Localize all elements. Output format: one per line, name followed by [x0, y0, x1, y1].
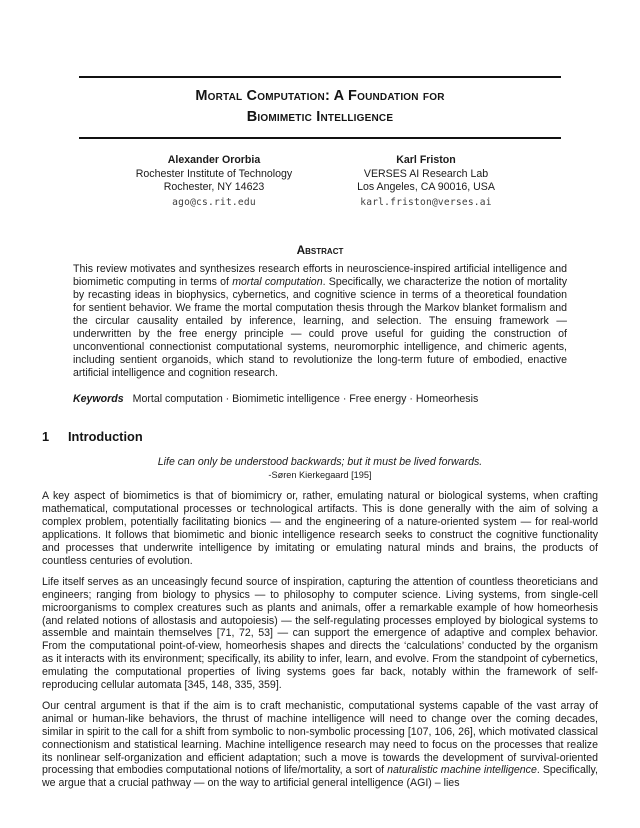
author-email: ago@cs.rit.edu [172, 196, 256, 208]
intro-paragraph-3: Our central argument is that if the aim is to craft mechanistic, computational systems capable of the vast array of animal or human-like behaviors, the thrust of machine intelligence will need to change over the coming decades, similar in spirit to the call for a shift from symbolic to non-symbolic processing [107, 106, 26], which motivated classical connectionism and statistical learning. Machine intelligence research may need to focus on the processes that realize its nonlinear self-organization and efficient adaptation; such a move is towards the development of survival-oriented processing that embodies computational notions of life/mortality, a sort of naturalistic machine intelligence. Specifically, we argue that a crucial pathway — on the way to artificial general intelligence (AGI) – lies [42, 699, 598, 790]
keywords-text: Mortal computation · Biomimetic intelligence · Free energy · Homeorhesis [132, 392, 479, 405]
paper-title-line2: Biomimetic Intelligence [246, 109, 394, 125]
section-heading-introduction [42, 429, 598, 444]
paper-title-line1: Mortal Computation: A Foundation for [195, 88, 445, 104]
author-name: Karl Friston [396, 154, 456, 166]
intro-paragraph-2: Life itself serves as an unceasingly fecund source of inspiration, capturing the attention of countless theoreticians and engineers; ranging from biology to physics — to philosophy to computer science. Living systems, from single-cell microorganisms to complex creatures such as plants and animals, offer a remarkable example of how homeorhesis (and related notions of allostasis and autopoiesis) — the self-regulating processes employed by biological systems to assemble and maintain themselves [71, 72, 53] — can support the emergence of adaptive and complex behavior. From the computational point-of-view, homeorhesis shapes and directs the ‘calculations’ conducted by the organism as it interacts with its environment; specifically, its ability to infer, learn, and evolve. From the standpoint of cybernetics, emulating the computational properties of living systems goes far back, notably within the framework of self-reproducing cellular automata [345, 148, 335, 359]. [42, 575, 598, 692]
author-name: Alexander Ororbia [167, 154, 261, 166]
section-title: Introduction [68, 429, 143, 445]
paper-title [42, 86, 598, 128]
abstract-body: This review motivates and synthesizes research efforts in neuroscience-inspired artificial intelligence and biomimetic computing in terms of mortal computation. Specifically, we characterize the notion of mortality by recasting ideas in biophysics, cybernetics, and cognitive science in terms of a theoretical foundation for sentient behavior. We frame the mortal computation thesis through the Markov blanket formalism and the circular causality entailed by inference, learning, and selection. The ensuing framework — underwritten by the free energy principle — could prove useful for guiding the construction of unconventional connectionist computational systems, neuromorphic intelligence, and chimeric agents, including sentient organoids, which stand to revolutionize the long-term future of embodied, enactive artificial intelligence and cognition research. [73, 263, 567, 379]
author-card-ororbia [108, 154, 320, 209]
title-rule-bottom [79, 137, 561, 139]
author-email: karl.friston@verses.ai [360, 196, 492, 208]
author-affiliation-line2: Los Angeles, CA 90016, USA [357, 181, 495, 194]
keywords-label: Keywords [73, 392, 124, 405]
author-affiliation-line2: Rochester, NY 14623 [163, 181, 265, 194]
epigraph-quote: Life can only be understood backwards; but it must be lived forwards. [157, 456, 483, 469]
abstract-heading: Abstract [296, 243, 344, 258]
keywords-line [73, 393, 567, 406]
section-number: 1 [42, 429, 50, 445]
author-affiliation-line1: Rochester Institute of Technology [135, 167, 293, 180]
author-affiliation-line1: VERSES AI Research Lab [363, 167, 489, 180]
title-rule-top [79, 76, 561, 78]
author-card-friston [320, 154, 532, 209]
epigraph-attribution: -Søren Kierkegaard [195] [268, 470, 372, 481]
paper-content [0, 76, 640, 790]
intro-paragraph-1: A key aspect of biomimetics is that of biomimicry or, rather, emulating natural or biological systems, when crafting mathematical, computational processes or technological artifacts. This is done generally with the aim of solving a complex problem, potentially facilitating bionics — and the engineering of a nature-oriented system — for real-world applications. It follows that biomimetic and bionic intelligence research seeks to construct the cognitive functionality and processes that underwrite intelligence by imitating or emulating natural minds and brains, the products of countless centuries of evolution. [42, 490, 598, 567]
authors-block [42, 154, 598, 209]
epigraph [42, 456, 598, 481]
